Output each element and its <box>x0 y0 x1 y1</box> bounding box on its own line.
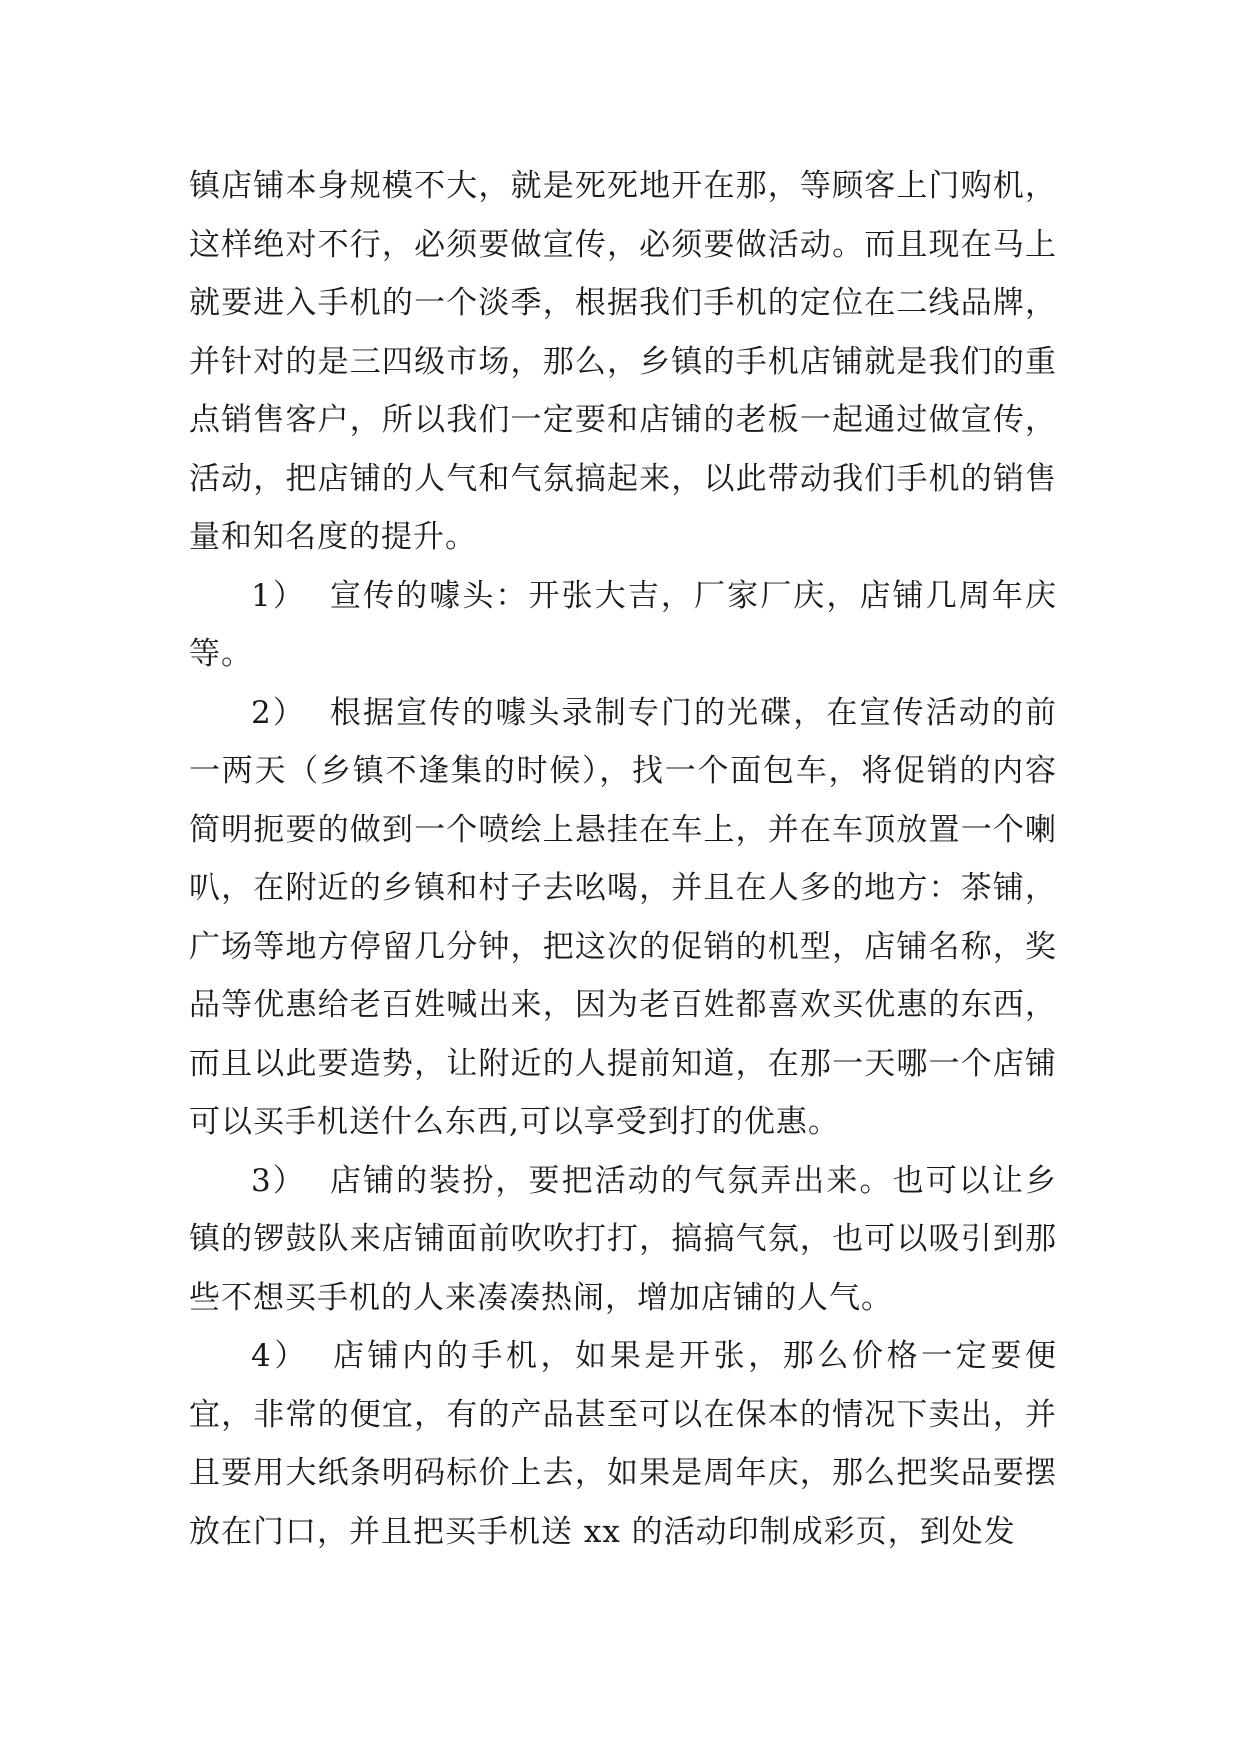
list-number: 2） <box>251 694 306 731</box>
list-number: 1） <box>251 577 306 614</box>
list-item-2 <box>189 684 1057 1152</box>
paragraph-text: 根据宣传的噱头录制专门的光碟，在宣传活动的前一两天（乡镇不逢集的时候），找一个面包车，将促销的内容简明扼要的做到一个喷绘上悬挂在车上，并在车顶放置一个喇叭，在附近的乡镇和村子去吆喝，并且在人多的地方：茶铺，广场等地方停留几分钟，把这次的促销的机型，店铺名称，奖品等优惠给老百姓喊出来，因为老百姓都喜欢买优惠的东西，而且以此要造势，让附近的人提前知道，在那一天哪一个店铺可以买手机送什么东西,可以享受到打的优惠。 <box>189 694 1057 1140</box>
document-page <box>189 157 1057 1561</box>
paragraph-text: 店铺的装扮，要把活动的气氛弄出来。也可以让乡镇的锣鼓队来店铺面前吹吹打打，搞搞气氛，也可以吸引到那些不想买手机的人来凑凑热闹，增加店铺的人气。 <box>189 1162 1057 1316</box>
paragraph-text: 镇店铺本身规模不大，就是死死地开在那，等顾客上门购机，这样绝对不行，必须要做宣传，必须要做活动。而且现在马上就要进入手机的一个淡季，根据我们手机的定位在二线品牌，并针对的是三四级市场，那么，乡镇的手机店铺就是我们的重点销售客户，所以我们一定要和店铺的老板一起通过做宣传，活动，把店铺的人气和气氛搞起来，以此带动我们手机的销售量和知名度的提升。 <box>189 168 1057 555</box>
paragraph-text: 店铺内的手机，如果是开张，那么价格一定要便宜，非常的便宜，有的产品甚至可以在保本的情况下卖出，并且要用大纸条明码标价上去，如果是周年庆，那么把奖品要摆放在门口，并且把买手机送 xx 的活动印制成彩页，到处发 <box>189 1338 1057 1550</box>
list-item-3 <box>189 1152 1057 1328</box>
list-number: 3） <box>251 1162 306 1199</box>
paragraph-text: 宣传的噱头：开张大吉，厂家厂庆，店铺几周年庆等。 <box>189 577 1057 672</box>
list-item-1 <box>189 567 1057 684</box>
list-item-4 <box>189 1327 1057 1561</box>
list-number: 4） <box>251 1338 309 1374</box>
paragraph-intro <box>189 157 1057 567</box>
